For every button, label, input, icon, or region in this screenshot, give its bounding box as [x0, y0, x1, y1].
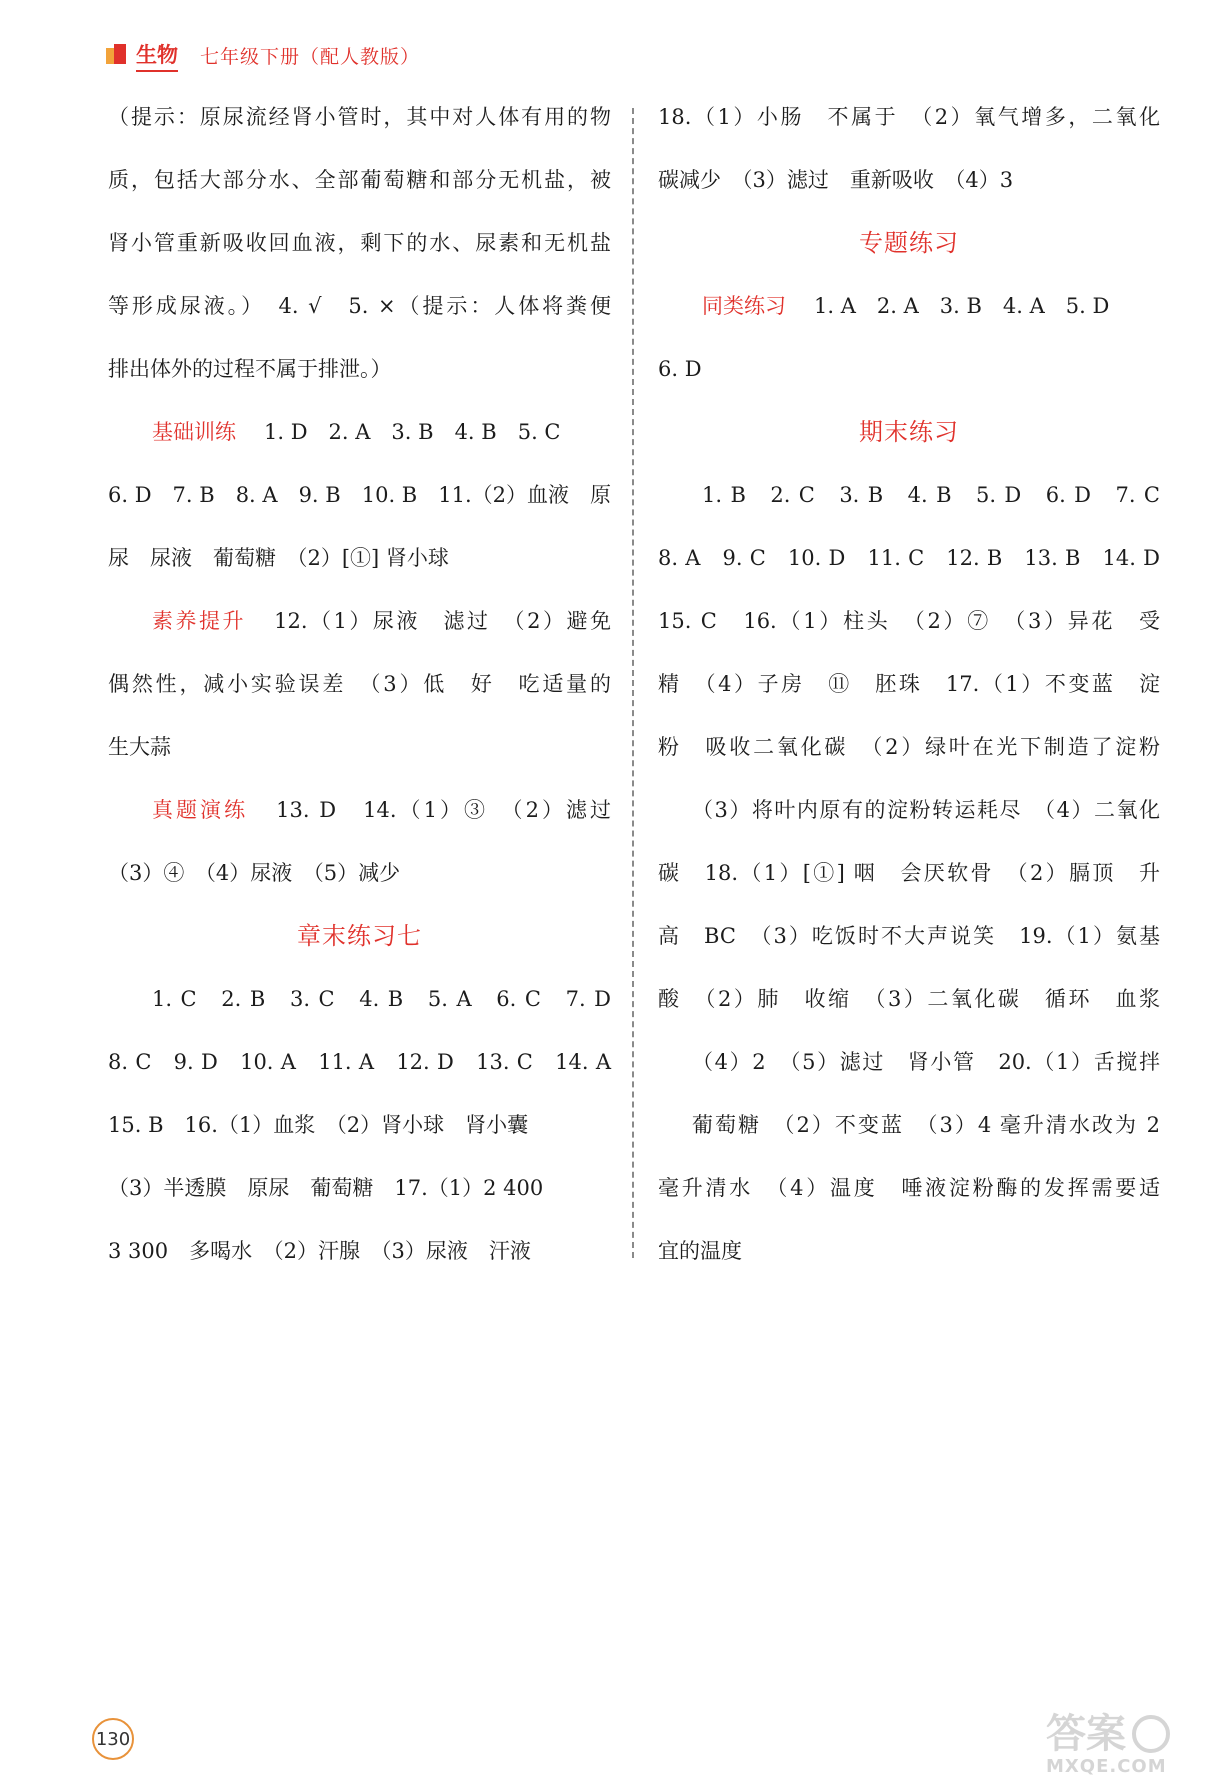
section-label: 基础训练: [152, 420, 236, 444]
answer-line: [658, 596, 1160, 659]
line-text: 18.（1）小肠 不属于 （2）氧气增多，二氧化: [658, 105, 1160, 129]
watermark-url: MXQE.COM: [1046, 1756, 1167, 1777]
grade-title: 七年级下册（配人教版）: [200, 45, 421, 68]
answer-line: [658, 1163, 1160, 1226]
answer-line: [108, 596, 611, 659]
line-text: 尿 尿液 葡萄糖 （2）[①] 肾小球: [108, 546, 449, 570]
line-text: 粉 吸收二氧化碳 （2）绿叶在光下制造了淀粉: [658, 735, 1160, 759]
line-text: 8. C 9. D 10. A 11. A 12. D 13. C 14. A: [108, 1050, 611, 1074]
answer-line: [108, 1226, 611, 1289]
line-text: （3）④ （4）尿液 （5）减少: [108, 861, 401, 885]
answer-line: [108, 92, 611, 155]
answer-line: [108, 218, 611, 281]
line-text: （提示：原尿流经肾小管时，其中对人体有用的物: [108, 105, 611, 129]
left-column: [108, 92, 611, 1289]
right-column: [658, 92, 1160, 1289]
line-text: 6. D: [658, 357, 702, 381]
answer-line: [108, 1163, 611, 1226]
line-text: 专题练习: [859, 229, 959, 257]
answer-line: [108, 281, 611, 344]
section-title: [108, 911, 611, 974]
line-text: 质，包括大部分水、全部葡萄糖和部分无机盐，被: [108, 168, 611, 192]
line-text: 碳减少 （3）滤过 重新吸收 （4）3: [658, 168, 1014, 192]
answer-line: [658, 1226, 1160, 1289]
answer-line: [108, 659, 611, 722]
line-text: 碳 18.（1）[①] 咽 会厌软骨 （2）膈顶 升: [658, 861, 1160, 885]
line-text: 3 300 多喝水 （2）汗腺 （3）尿液 汗液: [108, 1239, 531, 1263]
watermark: [1046, 1712, 1216, 1780]
line-text: （3）半透膜 原尿 葡萄糖 17.（1）2 400: [108, 1176, 544, 1200]
line-text: 1. A 2. A 3. B 4. A 5. D: [814, 294, 1110, 318]
column-divider: [632, 108, 634, 1258]
answer-line: [108, 1100, 611, 1163]
answer-line: [108, 722, 611, 785]
section-label: 素养提升: [152, 609, 247, 633]
answer-line: [658, 1100, 1160, 1163]
answer-line: [658, 848, 1160, 911]
answer-line: [658, 659, 1160, 722]
line-text: 毫升清水 （4）温度 唾液淀粉酶的发挥需要适: [658, 1176, 1160, 1200]
answer-line: [108, 785, 611, 848]
line-text: 精 （4）子房 ⑪ 胚珠 17.（1）不变蓝 淀: [658, 672, 1160, 696]
answer-line: [658, 92, 1160, 155]
line-text: 高 BC （3）吃饭时不大声说笑 19.（1）氨基: [658, 924, 1160, 948]
line-text: 等形成尿液。） 4. √ 5. ×（提示：人体将粪便: [108, 294, 611, 318]
answer-line: [108, 974, 611, 1037]
line-text: 排出体外的过程不属于排泄。）: [108, 357, 392, 381]
answer-line: [658, 155, 1160, 218]
line-text: 1. B 2. C 3. B 4. B 5. D 6. D 7. C: [702, 483, 1160, 507]
answer-line: [108, 470, 611, 533]
line-text: 6. D 7. B 8. A 9. B 10. B 11.（2）血液 原: [108, 483, 611, 507]
answer-line: [658, 344, 1160, 407]
line-text: （3）将叶内原有的淀粉转运耗尽 （4）二氧化: [692, 798, 1160, 822]
answer-line: [108, 407, 611, 470]
watermark-circle-icon: [1132, 1715, 1170, 1753]
answer-line: [108, 155, 611, 218]
line-text: 葡萄糖 （2）不变蓝 （3）4 毫升清水改为 2: [692, 1113, 1160, 1137]
line-text: 生大蒜: [108, 735, 171, 759]
line-text: 偶然性，减小实验误差 （3）低 好 吃适量的: [108, 672, 611, 696]
page-number: 130: [92, 1718, 134, 1760]
answer-line: [108, 848, 611, 911]
answer-line: [108, 1037, 611, 1100]
answer-line: [658, 974, 1160, 1037]
answer-line: [658, 911, 1160, 974]
line-text: 宜的温度: [658, 1239, 742, 1263]
answer-line: [658, 470, 1160, 533]
answer-line: [108, 344, 611, 407]
line-text: 13. D 14.（1）③ （2）滤过: [276, 798, 612, 822]
line-text: 1. D 2. A 3. B 4. B 5. C: [264, 420, 561, 444]
watermark-logo-text: 答案: [1046, 1711, 1126, 1757]
answer-line: [658, 1037, 1160, 1100]
section-title: [658, 218, 1160, 281]
answer-line: [658, 785, 1160, 848]
line-text: 15. C 16.（1）柱头 （2）⑦ （3）异花 受: [658, 609, 1160, 633]
answer-line: [658, 533, 1160, 596]
subject-title: 生物: [136, 39, 178, 72]
line-text: 期末练习: [859, 418, 959, 446]
line-text: 酸 （2）肺 收缩 （3）二氧化碳 循环 血浆: [658, 987, 1160, 1011]
section-label: 同类练习: [702, 294, 786, 318]
line-text: 肾小管重新吸收回血液，剩下的水、尿素和无机盐: [108, 231, 611, 255]
line-text: （4）2 （5）滤过 肾小管 20.（1）舌搅拌: [692, 1050, 1160, 1074]
section-title: [658, 407, 1160, 470]
header: [106, 40, 420, 70]
book-logo-icon: [106, 44, 130, 66]
answer-line: [108, 533, 611, 596]
section-label: 真题演练: [152, 798, 249, 822]
line-text: 8. A 9. C 10. D 11. C 12. B 13. B 14. D: [658, 546, 1160, 570]
line-text: 15. B 16.（1）血浆 （2）肾小球 肾小囊: [108, 1113, 529, 1137]
answer-line: [658, 281, 1160, 344]
line-text: 章末练习七: [297, 922, 422, 950]
line-text: 1. C 2. B 3. C 4. B 5. A 6. C 7. D: [152, 987, 611, 1011]
line-text: 12.（1）尿液 滤过 （2）避免: [274, 609, 612, 633]
answer-line: [658, 722, 1160, 785]
